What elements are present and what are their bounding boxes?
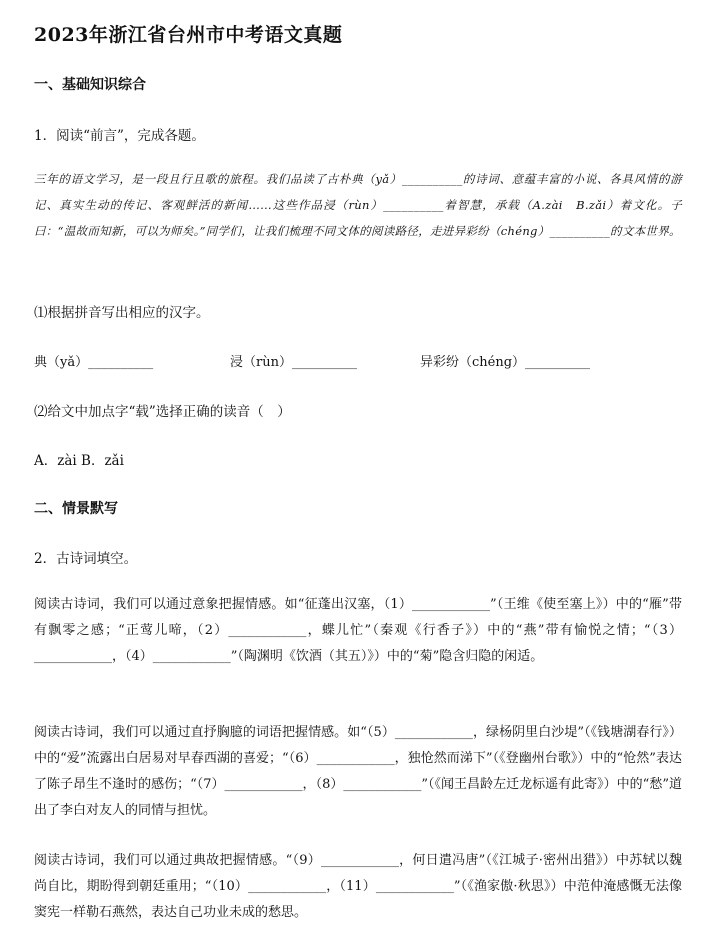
dictation-paragraph-allusion: 阅读古诗词，我们可以通过典故把握情感。“（9）____________，何日遣冯唐”（《江城子·密州出猎》）中苏轼以魏尚自比，期盼得到朝廷重用；“（10）____________，（11）____________”（《渔家傲·秋思》）中范仲淹感慨无法像窦宪一样勒石燕然，表达自己功业未成的愁思。: [34, 853, 682, 920]
sub-question-1: ⑴根据拼音写出相应的汉字。: [34, 305, 210, 321]
fill-blank-cheng[interactable]: 异彩纷（chéng）__________: [420, 355, 591, 370]
question-1-prompt: 1．阅读“前言”，完成各题。: [34, 128, 205, 144]
answer-options[interactable]: A．zài B．zǎi: [34, 453, 124, 469]
page-title: 2023年浙江省台州市中考语文真题: [34, 24, 343, 46]
section-heading-dictation: 二、情景默写: [34, 501, 118, 517]
sub-question-2: ⑵给文中加点字“载”选择正确的读音（ ）: [34, 404, 291, 420]
question-2-prompt: 2．古诗词填空。: [34, 551, 138, 567]
fill-blank-run[interactable]: 浸（rùn）__________: [230, 355, 357, 370]
section-heading-basics: 一、基础知识综合: [34, 77, 146, 93]
dictation-paragraph-imagery: 阅读古诗词，我们可以通过意象把握情感。如“征蓬出汉塞，（1）____________”（王维《使至塞上》）中的“雁”带有飘零之感；“正莺儿啼，（2）____________，蝶儿忙”（秦观《行香子》）中的“燕”带有愉悦之情；“（3）____________，（4）____________”（陶渊明《饮酒（其五）》）中的“菊”隐含归隐的闲适。: [34, 597, 682, 664]
fill-blank-ya[interactable]: 典（yǎ）__________: [34, 355, 154, 370]
dictation-paragraph-direct-emotion: 阅读古诗词，我们可以通过直抒胸臆的词语把握情感。如“（5）____________，绿杨阴里白沙堤”（《钱塘湖春行》）中的“爱”流露出白居易对早春西湖的喜爱；“（6）____________，独怆然而涕下”（《登幽州台歌》）中的“怆然”表达了陈子昂生不逢时的感伤；“（7）____________，（8）____________”（《闻王昌龄左迁龙标遥有此寄》）中的“愁”道出了李白对友人的同情与担忧。: [34, 725, 682, 818]
pinyin-fill-row: [34, 351, 682, 370]
preface-passage: 三年的语文学习，是一段且行且歌的旅程。我们品读了古朴典（yǎ）__________的诗词、意蕴丰富的小说、各具风情的游记、真实生动的传记、客观鲜活的新闻……这些作品浸（rùn）__________着智慧，承载（A.zài B.zǎi）着文化。子曰：“温故而知新，可以为师矣。”同学们，让我们梳理不同文体的阅读路径，走进异彩纷（chéng）__________的文本世界。: [34, 172, 682, 238]
